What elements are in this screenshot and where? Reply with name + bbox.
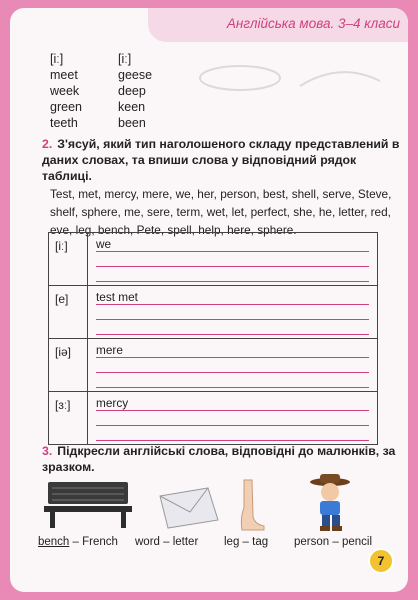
vowel-word: keen bbox=[118, 100, 146, 114]
envelope-picture bbox=[156, 486, 222, 530]
table-row bbox=[49, 233, 378, 286]
vowel-word-table bbox=[50, 52, 198, 131]
sound-symbol: [e] bbox=[49, 286, 88, 339]
answer-line[interactable] bbox=[96, 358, 369, 373]
caption-leg: leg – tag bbox=[224, 536, 269, 548]
handwritten-answer: test met bbox=[96, 290, 138, 304]
page-number-badge: 7 bbox=[368, 548, 394, 574]
answer-lines[interactable] bbox=[88, 392, 378, 445]
caption-person: person – pencil bbox=[294, 536, 372, 548]
task-2-text: З'ясуй, який тип наголошеного складу представлений в даних словах, та впиши слова у відповідний рядок таблиці. bbox=[42, 137, 400, 183]
vowel-word: been bbox=[118, 116, 146, 130]
vowel-word: week bbox=[50, 84, 80, 98]
answer-line[interactable] bbox=[96, 305, 369, 320]
sound-symbol: [iə] bbox=[49, 339, 88, 392]
caption-bench: bench – French bbox=[38, 536, 118, 548]
answer-line[interactable] bbox=[96, 396, 369, 411]
answer-line[interactable] bbox=[96, 343, 369, 358]
vowel-symbol-1: [iː] bbox=[50, 52, 64, 66]
handwritten-answer: we bbox=[96, 237, 112, 251]
table-row bbox=[49, 392, 378, 445]
task-3-number: 3. bbox=[42, 444, 53, 458]
answer-line[interactable] bbox=[96, 237, 369, 252]
task-3-instruction bbox=[42, 443, 402, 475]
vowel-symbol-2: [iː] bbox=[118, 52, 132, 66]
vowel-word: meet bbox=[50, 68, 78, 82]
answer-lines[interactable] bbox=[88, 233, 378, 286]
task-2-number: 2. bbox=[42, 137, 53, 151]
answer-line[interactable] bbox=[96, 426, 369, 441]
vowel-word: deep bbox=[118, 84, 146, 98]
handwritten-answer: mercy bbox=[96, 396, 129, 410]
answer-line[interactable] bbox=[96, 290, 369, 305]
answer-line[interactable] bbox=[96, 252, 369, 267]
page-header-title: Англійська мова. 3–4 класи bbox=[226, 16, 400, 31]
task-3-text: Підкресли англійські слова, відповідні до малюнків, за зразком. bbox=[42, 444, 396, 474]
vowel-word: geese bbox=[118, 68, 153, 82]
answer-line[interactable] bbox=[96, 267, 369, 282]
leg-picture bbox=[232, 478, 268, 534]
task-2-instruction bbox=[42, 136, 402, 184]
sound-symbol: [ɜː] bbox=[49, 392, 88, 445]
underlined-word: bench bbox=[38, 536, 70, 548]
sound-symbol: [iː] bbox=[49, 233, 88, 286]
bench-picture bbox=[42, 476, 134, 530]
caption-letter: word – letter bbox=[135, 536, 199, 548]
task-2-word-list: Test, met, mercy, mere, we, her, person, best, shell, serve, Steve, shelf, sphere, me, sere, term, wet, let, perfect, she, he, letter, red, eve, leg, bench, Pete, spell, help, here, sphere. bbox=[50, 187, 392, 237]
answer-line[interactable] bbox=[96, 411, 369, 426]
vowel-word: green bbox=[50, 100, 82, 114]
handwritten-answer: mere bbox=[96, 343, 123, 357]
background-illustration bbox=[170, 56, 400, 116]
workbook-page bbox=[10, 8, 408, 592]
sound-classification-table bbox=[48, 232, 378, 445]
cowboy-boy-picture bbox=[302, 472, 362, 534]
answer-lines[interactable] bbox=[88, 339, 378, 392]
answer-line[interactable] bbox=[96, 320, 369, 335]
vowel-word: teeth bbox=[50, 116, 78, 130]
answer-line[interactable] bbox=[96, 373, 369, 388]
table-row bbox=[49, 286, 378, 339]
table-row bbox=[49, 339, 378, 392]
answer-lines[interactable] bbox=[88, 286, 378, 339]
